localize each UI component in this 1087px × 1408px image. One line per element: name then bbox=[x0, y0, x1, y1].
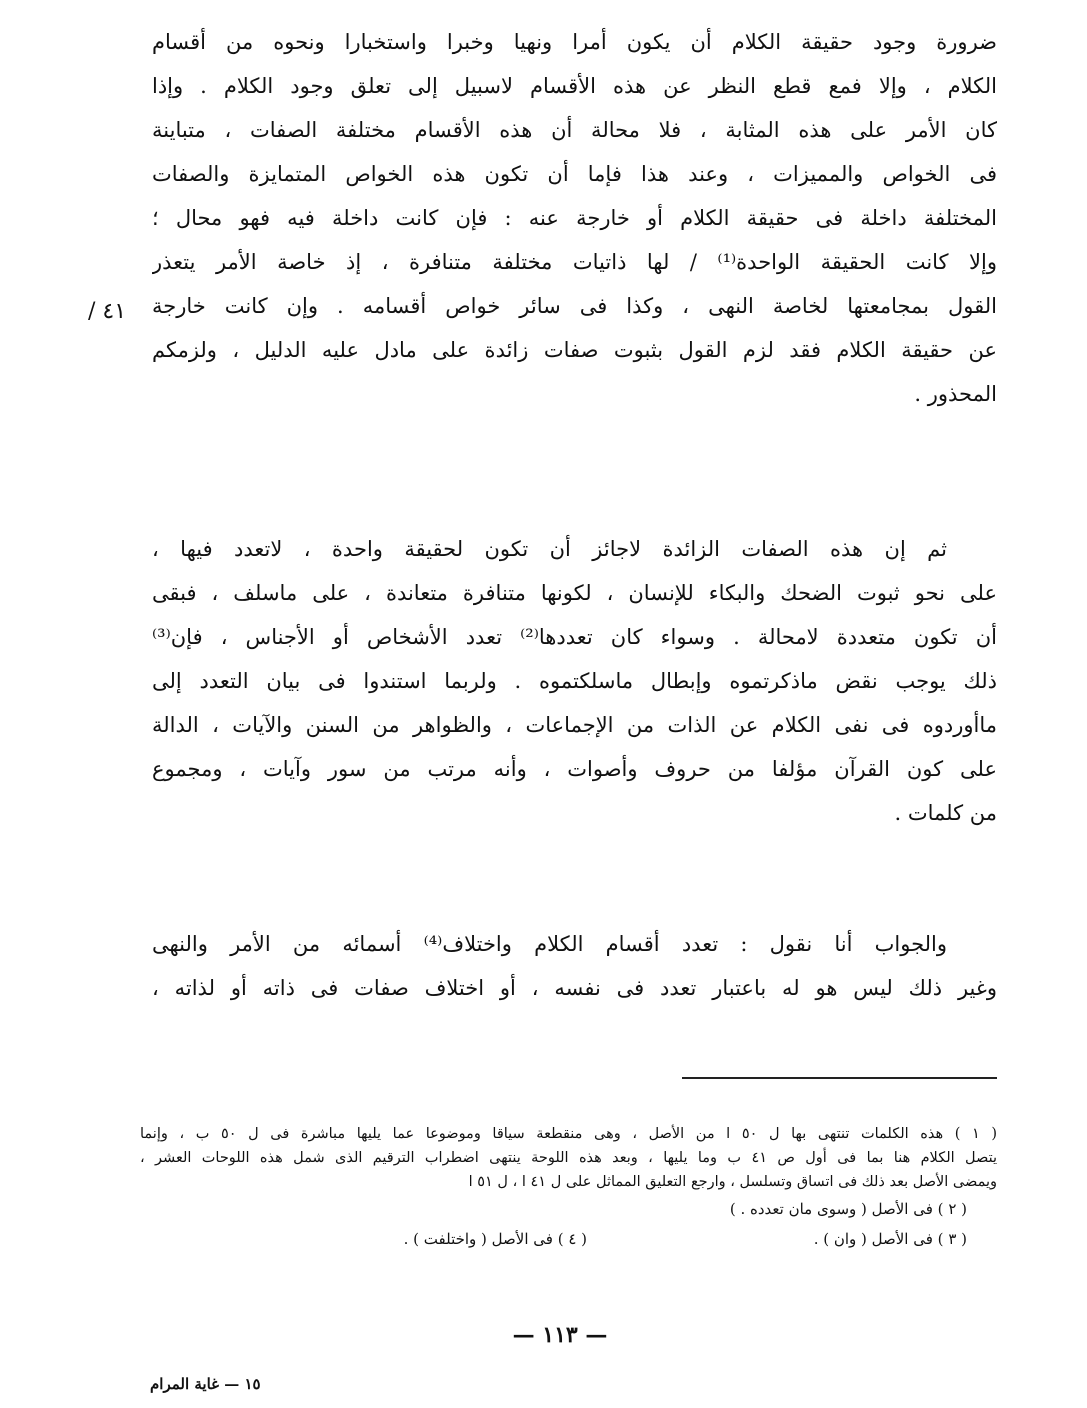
text-line: على نحو ثبوت الضحك والبكاء للإنسان ، لكونها متنافرة متعاندة ، على ماسلف ، فبقى bbox=[152, 581, 997, 605]
running-footer: ١٥ — غاية المرام bbox=[150, 1375, 261, 1393]
footnote-3: ( ٣ ) فى الأصل ( وان ) . bbox=[813, 1230, 967, 1248]
paragraph-2 bbox=[152, 527, 997, 835]
footnote-1-line: يتصل الكلام هنا بما فى أول ص ٤١ ب وما يليها ، وبعد هذه اللوحة ينتهى اضطراب الترقيم الذى شمل هذه اللوحات العشر ، bbox=[140, 1150, 997, 1166]
paragraph-3 bbox=[152, 922, 997, 1010]
text-line: ذلك يوجب نقض ماذكرتموه وإبطال ماسلكتموه . ولربما استندوا فى بيان التعدد إلى bbox=[152, 669, 997, 693]
text-line: عن حقيقة الكلام فقد لزم القول بثبوت صفات زائدة على مادل عليه الدليل ، ولزمكم bbox=[152, 338, 997, 362]
text-line: فى الخواص والمميزات ، وعند هذا فإما أن تكون هذه الخواص المتمايزة والصفات bbox=[152, 162, 997, 186]
page-number: — ١١٣ — bbox=[512, 1322, 608, 1348]
text-line: الكلام ، وإلا فمع قطع النظر عن هذه الأقسام لاسبيل إلى تعلق وجود الكلام . وإذا bbox=[152, 74, 997, 98]
text-line: على كون القرآن مؤلفا من حروف وأصوات ، وأنه مرتب من سور وآيات ، ومجموع bbox=[152, 757, 997, 781]
footnote-2: ( ٢ ) فى الأصل ( وسوى مان تعدده . ) bbox=[729, 1200, 967, 1218]
footnotes bbox=[140, 1122, 997, 1254]
footnote-1-line: ( ١ ) هذه الكلمات تنتهى بها ل ٥٠ ا من الأصل ، وهى منقطعة سياقا وموضوعا عما يليها مباشرة فى ل ٥٠ ب ، وإنما bbox=[140, 1126, 997, 1142]
text-line: القول بمجامعتها لخاصة النهى ، وكذا فى سائر خواص أقسامه . وإن كانت خارجة bbox=[152, 294, 997, 318]
text-line: المحذور . bbox=[914, 382, 997, 406]
text-line: وغير ذلك ليس هو له باعتبار تعدد فى نفسه ، أو اختلاف صفات فى ذاته أو لذاته ، bbox=[152, 976, 997, 1000]
text-line: كان الأمر على هذه المثابة ، فلا محالة أن هذه الأقسام مختلفة الصفات ، متباينة bbox=[152, 118, 997, 142]
paragraph-1 bbox=[152, 20, 997, 416]
text-line: وإلا كانت الحقيقة الواحدة⁽¹⁾ / لها ذاتيات مختلفة متنافرة ، إذ خاصة الأمر يتعذر bbox=[152, 250, 997, 274]
footnote-1-line: ويمضى الأصل بعد ذلك فى اتساق وتسلسل ، وارجع التعليق المماثل على ل ٤١ ا ، ل ٥١ ا bbox=[468, 1174, 997, 1190]
text-line: ماأوردوه فى نفى الكلام عن الذات من الإجماعات ، والظواهر من السنن والآيات ، الدالة bbox=[152, 713, 997, 737]
footnote-row bbox=[140, 1224, 997, 1254]
text-line: والجواب أنا نقول : تعدد أقسام الكلام واختلاف⁽⁴⁾ أسمائه من الأمر والنهى bbox=[152, 932, 947, 956]
margin-folio-reference: ٤١ / bbox=[87, 299, 127, 324]
text-line: من كلمات . bbox=[894, 801, 997, 825]
text-line: أن تكون متعددة لامحالة . وسواء كان تعددها⁽²⁾ تعدد الأشخاص أو الأجناس ، فإن⁽³⁾ bbox=[152, 625, 997, 649]
footnote-divider bbox=[682, 1077, 997, 1079]
text-line: المختلفة داخلة فى حقيقة الكلام أو خارجة عنه : فإن كانت داخلة فيه فهو محال ؛ bbox=[152, 206, 997, 230]
text-line: ثم إن هذه الصفات الزائدة لاجائز أن تكون لحقيقة واحدة ، لاتعدد فيها ، bbox=[152, 537, 947, 561]
text-line: ضرورة وجود حقيقة الكلام أن يكون أمرا ونهيا وخبرا واستخبارا ونحوه من أقسام bbox=[152, 30, 997, 54]
footnote-4: ( ٤ ) فى الأصل ( واختلفت ) . bbox=[403, 1230, 587, 1248]
